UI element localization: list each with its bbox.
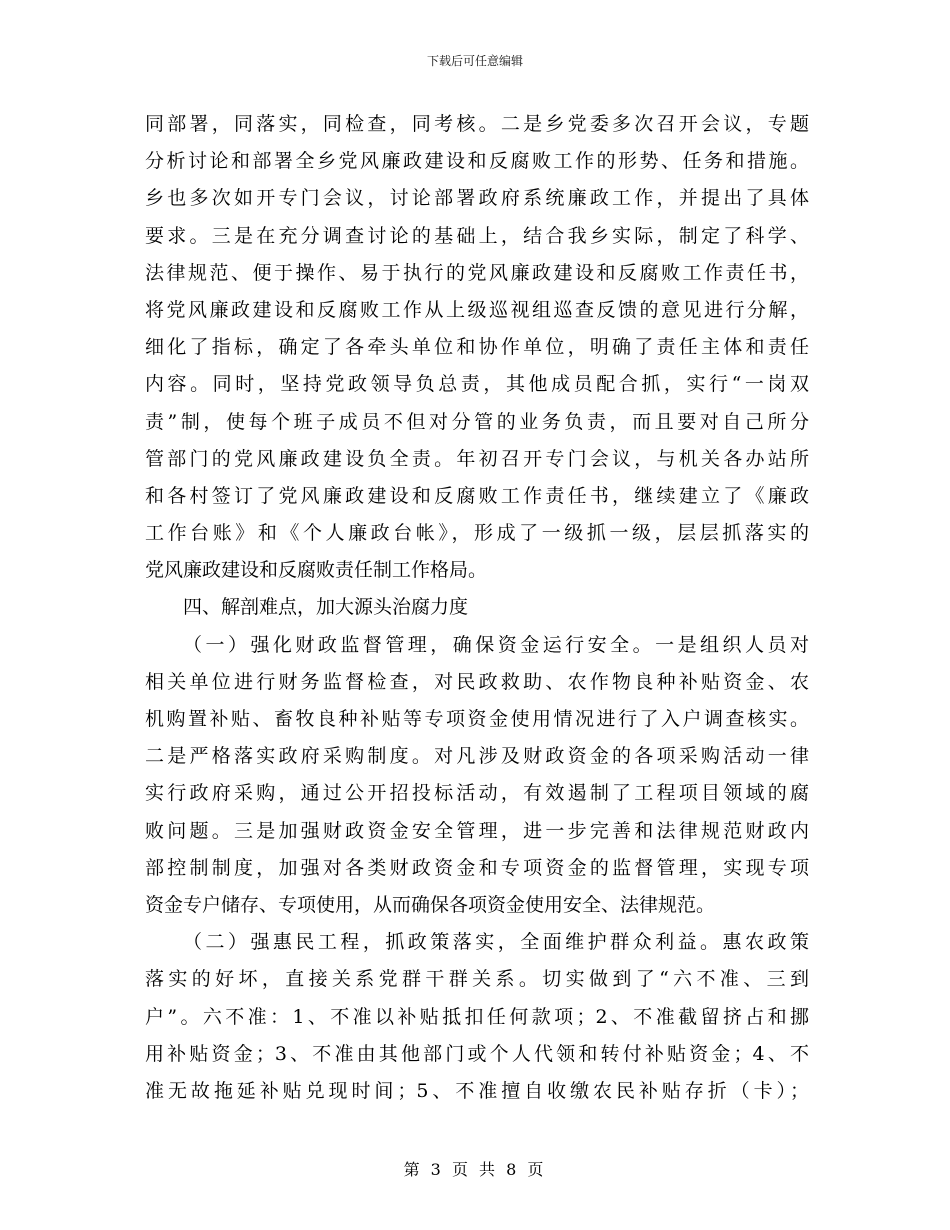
text-line: 相关单位进行财务监督检查，对民政救助、农作物良种补贴资金、农: [145, 670, 809, 693]
text-line: 将党风廉政建设和反腐败工作从上级巡视组巡查反馈的意见进行分解，: [145, 298, 809, 321]
text-line: 实行政府采购，通过公开招投标活动，有效遏制了工程项目领域的腐: [145, 782, 809, 805]
section-heading: 四、解剖难点，加大源头治腐力度: [183, 596, 469, 619]
page-number-footer: 第 3 页 共 8 页: [403, 1160, 547, 1179]
text-line: 户”。六不准：1、不准以补贴抵扣任何款项；2、不准截留挤占和挪: [145, 1005, 809, 1028]
text-line: 部控制制度，加强对各类财政资金和专项资金的监督管理，实现专项: [145, 856, 809, 879]
text-line: 准无故拖延补贴兑现时间；5、不准擅自收缴农民补贴存折（卡）；: [145, 1079, 809, 1102]
text-line: 管部门的党风廉政建设负全责。年初召开专门会议，与机关各办站所: [145, 447, 809, 470]
text-line: 内容。同时，坚持党政领导负总责，其他成员配合抓，实行“一岗双: [145, 373, 809, 396]
text-line: 党风廉政建设和反腐败责任制工作格局。: [145, 559, 488, 582]
text-line: 乡也多次如开专门会议，讨论部署政府系统廉政工作，并提出了具体: [145, 187, 809, 210]
text-line: 责”制，使每个班子成员不但对分管的业务负责，而且要对自己所分: [145, 410, 809, 433]
page-header: 下载后可任意编辑: [426, 54, 523, 68]
text-line: 法律规范、便于操作、易于执行的党风廉政建设和反腐败工作责任书，: [145, 261, 809, 284]
text-line: 机购置补贴、畜牧良种补贴等专项资金使用情况进行了入户调查核实。: [145, 708, 809, 730]
text-line: 要求。三是在充分调查讨论的基础上，结合我乡实际，制定了科学、: [145, 224, 809, 247]
text-line: 落实的好坏，直接关系党群干群关系。切实做到了“六不准、三到: [145, 968, 809, 991]
text-line: 和各村签订了党风廉政建设和反腐败工作责任书，继续建立了《廉政: [145, 484, 809, 507]
document-body: [145, 106, 809, 1110]
paragraph-start-line: （二）强惠民工程，抓政策落实，全面维护群众利益。惠农政策: [183, 931, 809, 954]
text-line: 分析讨论和部署全乡党风廉政建设和反腐败工作的形势、任务和措施。: [145, 150, 809, 173]
text-line: 细化了指标，确定了各牵头单位和协作单位，明确了责任主体和责任: [145, 336, 809, 359]
text-line: 二是严格落实政府采购制度。对凡涉及财政资金的各项采购活动一律: [145, 745, 809, 768]
text-line: 败问题。三是加强财政资金安全管理，进一步完善和法律规范财政内: [145, 819, 809, 842]
text-line: 同部署，同落实，同检查，同考核。二是乡党委多次召开会议，专题: [145, 113, 809, 135]
text-line: 用补贴资金；3、不准由其他部门或个人代领和转付补贴资金；4、不: [145, 1042, 809, 1065]
text-line: 工作台账》和《个人廉政台帐》，形成了一级抓一级，层层抓落实的: [145, 522, 809, 545]
text-line: 资金专户储存、专项使用，从而确保各项资金使用安全、法律规范。: [145, 893, 716, 916]
paragraph-start-line: （一）强化财政监督管理，确保资金运行安全。一是组织人员对: [183, 633, 809, 656]
